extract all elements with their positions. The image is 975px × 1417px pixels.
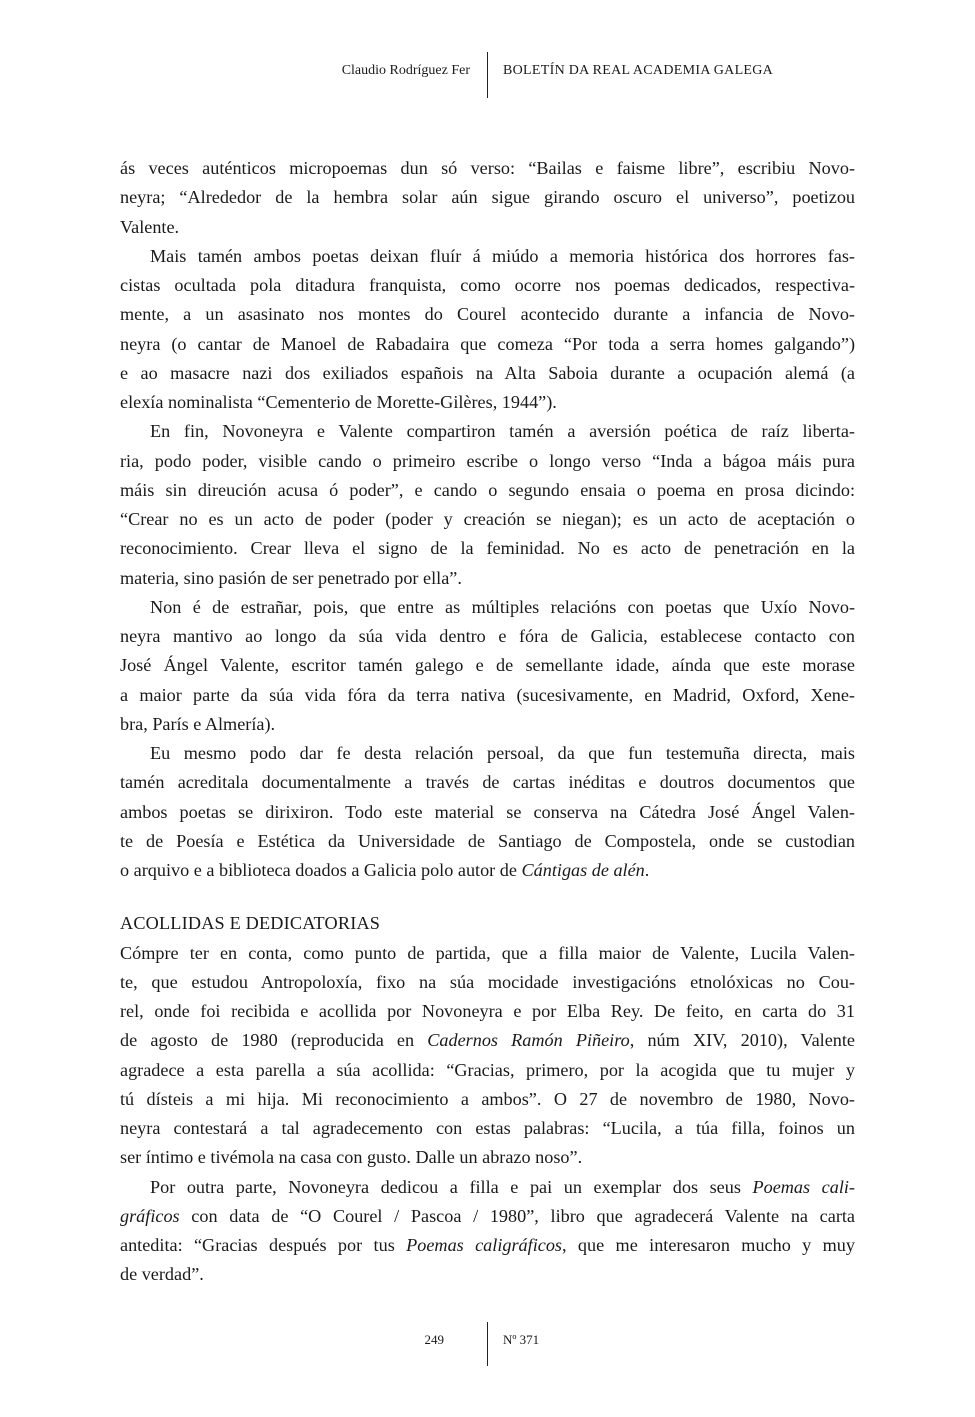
text-line: “Crear no es un acto de poder (poder y creación se niegan); es un acto de aceptación o <box>120 509 855 529</box>
paragraph <box>120 1173 855 1290</box>
paragraph <box>120 154 855 242</box>
text-line: ás veces auténticos micropoemas dun só verso: “Bailas e faisme libre”, escribiu Novo- <box>120 158 855 178</box>
text-line: ser íntimo e tivémola na casa con gusto. Dalle un abrazo noso”. <box>120 1147 583 1168</box>
text-line <box>120 1202 855 1231</box>
text-line: a maior parte da súa vida fóra da terra nativa (sucesivamente, en Madrid, Oxford, Xene- <box>120 684 855 705</box>
footer-divider <box>487 1322 488 1366</box>
issue-number: Nº 371 <box>503 1332 540 1347</box>
italic-title: Poemas cali- <box>752 1176 855 1197</box>
text-segment: con data de “O Courel / Pascoa / 1980”, libro que agradecerá Valente na carta <box>179 1205 855 1226</box>
text-line: materia, sino pasión de ser penetrado por ella”. <box>120 567 462 588</box>
paragraph <box>120 417 855 593</box>
text-line: rel, onde foi recibida e acollida por Novoneyra e por Elba Rey. De feito, en carta do 31 <box>120 1001 855 1021</box>
text-line: José Ángel Valente, escritor tamén galego e de semellante idade, aínda que este morase <box>120 655 855 676</box>
text-line <box>120 856 855 885</box>
italic-title: Poemas caligráficos <box>406 1235 562 1255</box>
page-number: 249 <box>424 1332 444 1347</box>
header-divider <box>487 52 488 98</box>
text-line: ambos poetas se dirixiron. Todo este material se conserva na Cátedra José Ángel Valen- <box>120 801 855 822</box>
text-line: Eu mesmo podo dar fe desta relación persoal, da que fun testemuña directa, mais <box>150 743 855 763</box>
text-line: elexía nominalista “Cementerio de Morette-Gilères, 1944”). <box>120 392 557 412</box>
article-body <box>120 154 855 1290</box>
text-line: máis sin direución acusa ó poder”, e cando o segundo ensaia o poema en prosa dicindo: <box>120 479 855 500</box>
text-line: Cómpre ter en conta, como punto de partida, que a filla maior de Valente, Lucila Valen- <box>120 942 855 963</box>
paragraph <box>120 593 855 739</box>
text-segment: de agosto de 1980 (reproducida en <box>120 1030 428 1051</box>
italic-title: gráficos <box>120 1205 180 1226</box>
text-line: tamén acreditala documentalmente a través de cartas inéditas e doutros documentos que <box>120 772 855 793</box>
text-line: En fin, Novoneyra e Valente compartiron tamén a aversión poética de raíz liberta- <box>150 421 855 442</box>
paragraph <box>120 939 855 1173</box>
text-line <box>120 1026 855 1055</box>
text-line: ria, podo poder, visible cando o primeiro escribe o longo verso “Inda a bágoa máis pura <box>120 450 855 471</box>
paragraph <box>120 739 855 885</box>
text-segment: Por outra parte, Novoneyra dedicou a filla e pai un exemplar dos seus <box>150 1176 753 1197</box>
text-line <box>120 1231 855 1260</box>
running-header <box>0 52 975 98</box>
text-line: te, que estudou Antropoloxía, fixo na súa mocidade investigacións etnolóxicas no Cou- <box>120 971 855 992</box>
text-segment: , que me interesaron mucho y muy <box>562 1235 855 1255</box>
header-journal: BOLETÍN DA REAL ACADEMIA GALEGA <box>503 63 774 78</box>
text-line: bra, París e Almería). <box>120 713 276 734</box>
text-segment: , núm XIV, 2010), Valente <box>629 1030 855 1051</box>
paragraph <box>120 242 855 418</box>
text-line: Valente. <box>120 216 180 237</box>
text-line: neyra contestará a tal agradecemento con estas palabras: “Lucila, a túa filla, foinos un <box>120 1118 855 1138</box>
text-line: Non é de estrañar, pois, que entre as múltiples relacións con poetas que Uxío Novo- <box>150 596 855 617</box>
section-heading: ACOLLIDAS E DEDICATORIAS <box>120 913 381 934</box>
text-line: tú dísteis a mi hija. Mi reconocimiento a ambos”. O 27 de novembro de 1980, Novo- <box>120 1088 855 1109</box>
text-line: agradece a esta parella a súa acollida: “Gracias, primero, por la acogida que tu mujer y <box>120 1059 855 1080</box>
header-author: Claudio Rodríguez Fer <box>341 63 470 78</box>
text-line: reconocimiento. Crear lleva el signo de la feminidad. No es acto de penetración en la <box>120 538 855 559</box>
italic-title: Cántigas de alén <box>521 860 645 880</box>
text-segment: antedita: “Gracias después por tus <box>120 1235 407 1255</box>
text-line <box>120 1173 855 1202</box>
text-segment: o arquivo e a biblioteca doados a Galicia polo autor de <box>120 860 522 880</box>
text-line: neyra mantivo ao longo da súa vida dentro e fóra de Galicia, establecese contacto con <box>120 626 855 646</box>
text-line: mente, a un asasinato nos montes do Courel acontecido durante a infancia de Novo- <box>120 304 855 325</box>
text-segment: . <box>644 860 650 880</box>
text-line: e ao masacre nazi dos exiliados españois na Alta Saboia durante a ocupación alemá (a <box>120 362 855 383</box>
text-line: de verdad”. <box>120 1264 204 1285</box>
text-line: Mais tamén ambos poetas deixan fluír á miúdo a memoria histórica dos horrores fas- <box>150 245 855 266</box>
italic-title: Cadernos Ramón Piñeiro <box>427 1030 630 1051</box>
text-line: neyra (o cantar de Manoel de Rabadaira que comeza “Por toda a serra homes galgando”) <box>120 333 855 354</box>
text-line: cistas ocultada pola ditadura franquista, como ocorre nos poemas dedicados, respectiva- <box>120 275 855 295</box>
text-line: neyra; “Alrededor de la hembra solar aún sigue girando oscuro el universo”, poetizou <box>120 187 855 208</box>
text-line: te de Poesía e Estética da Universidade de Santiago de Compostela, onde se custodian <box>120 830 855 851</box>
